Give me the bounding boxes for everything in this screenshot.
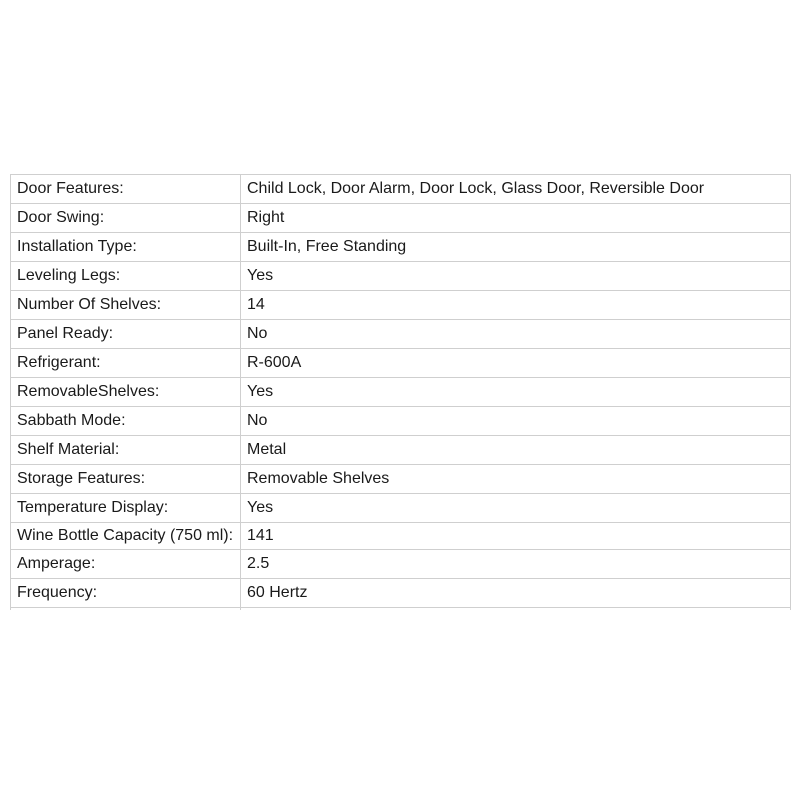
table-row [11,550,791,579]
spec-label: Shelf Material: [11,436,241,465]
table-row [11,494,791,523]
spec-value: Yes [241,494,791,523]
table-row [11,175,791,204]
table-row [11,465,791,494]
spec-value: Built-In, Free Standing [241,233,791,262]
spec-value: Metal [241,436,791,465]
spec-value: 14 [241,291,791,320]
spec-label: Number Of Shelves: [11,291,241,320]
spec-value: Removable Shelves [241,465,791,494]
table-row [11,262,791,291]
table-row [11,523,791,550]
spec-value-empty [241,608,791,611]
table-row [11,378,791,407]
table-row [11,204,791,233]
table-row [11,233,791,262]
spec-value: No [241,407,791,436]
table-row [11,436,791,465]
spec-value: 60 Hertz [241,579,791,608]
spec-label: Leveling Legs: [11,262,241,291]
spec-value: Child Lock, Door Alarm, Door Lock, Glass Door, Reversible Door [241,175,791,204]
spec-label: Installation Type: [11,233,241,262]
spec-label: Refrigerant: [11,349,241,378]
table-row [11,579,791,608]
table-row [11,349,791,378]
table-row [11,407,791,436]
spec-label: RemovableShelves: [11,378,241,407]
spec-value: Right [241,204,791,233]
spec-label: Door Features: [11,175,241,204]
spec-label: Storage Features: [11,465,241,494]
spec-label: Door Swing: [11,204,241,233]
spec-label-empty [11,608,241,611]
spec-value: Yes [241,378,791,407]
spec-value: No [241,320,791,349]
table-row-partial [11,608,791,611]
specifications-body [11,175,791,611]
table-row [11,320,791,349]
spec-value: 2.5 [241,550,791,579]
spec-label: Sabbath Mode: [11,407,241,436]
table-row [11,291,791,320]
spec-value: Yes [241,262,791,291]
spec-label: Frequency: [11,579,241,608]
spec-label: Temperature Display: [11,494,241,523]
spec-value: R-600A [241,349,791,378]
spec-label: Panel Ready: [11,320,241,349]
spec-label: Amperage: [11,550,241,579]
spec-label: Wine Bottle Capacity (750 ml): [11,523,241,550]
specifications-table [10,174,791,610]
spec-value: 141 [241,523,791,550]
